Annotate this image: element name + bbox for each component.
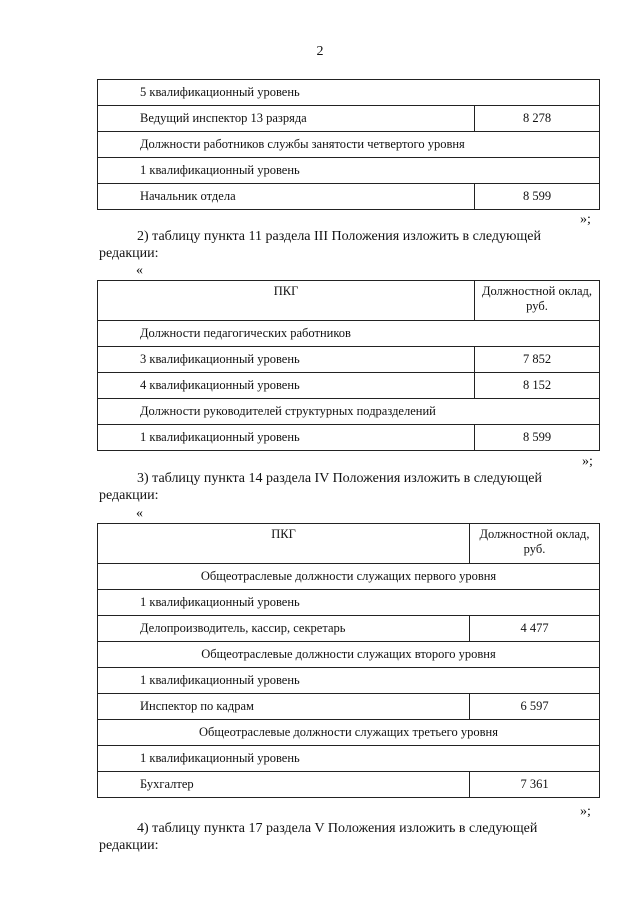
salary-value: 8 152 — [475, 373, 600, 399]
table-row — [98, 772, 600, 798]
paragraph-2: 2) таблицу пункта 11 раздела III Положения изложить в следующей редакции: — [99, 229, 541, 261]
group-label: 1 квалификационный уровень — [98, 590, 600, 616]
position-name: Начальник отдела — [98, 184, 475, 210]
opening-quote: « — [136, 263, 143, 278]
table-row — [98, 746, 600, 772]
table-row — [98, 132, 600, 158]
category-label: Общеотраслевые должности служащих первого уровня — [98, 564, 600, 590]
position-name: Инспектор по кадрам — [98, 694, 470, 720]
opening-quote: « — [136, 506, 143, 521]
header-pkg: ПКГ — [98, 524, 470, 564]
table-row — [98, 184, 600, 210]
table-row — [98, 106, 600, 132]
table-row — [98, 373, 600, 399]
salary-value: 7 852 — [475, 347, 600, 373]
salary-value: 6 597 — [470, 694, 600, 720]
table-row — [98, 158, 600, 184]
table-row — [98, 590, 600, 616]
salary-value: 4 477 — [470, 616, 600, 642]
table-header-row — [98, 524, 600, 564]
header-pkg: ПКГ — [98, 281, 475, 321]
table-2 — [97, 280, 600, 451]
position-name: 4 квалификационный уровень — [98, 373, 475, 399]
closing-quote: »; — [582, 454, 593, 469]
header-salary: Должностной оклад, руб. — [475, 281, 600, 321]
paragraph-3: 3) таблицу пункта 14 раздела IV Положения изложить в следующей редакции: — [99, 471, 542, 503]
table-row — [98, 399, 600, 425]
group-label: 1 квалификационный уровень — [98, 158, 600, 184]
header-salary: Должностной оклад, руб. — [470, 524, 600, 564]
table-row — [98, 80, 600, 106]
paragraph-4: 4) таблицу пункта 17 раздела V Положения изложить в следующей редакции: — [99, 821, 538, 853]
salary-value: 8 278 — [475, 106, 600, 132]
position-name: Ведущий инспектор 13 разряда — [98, 106, 475, 132]
table-row — [98, 642, 600, 668]
table-1 — [97, 79, 600, 210]
position-name: 1 квалификационный уровень — [98, 425, 475, 451]
closing-quote: »; — [580, 804, 591, 819]
group-label: 5 квалификационный уровень — [98, 80, 600, 106]
table-row — [98, 347, 600, 373]
position-name: Делопроизводитель, кассир, секретарь — [98, 616, 470, 642]
category-label: Общеотраслевые должности служащих третьего уровня — [98, 720, 600, 746]
group-label: Должности руководителей структурных подразделений — [98, 399, 600, 425]
salary-value: 7 361 — [470, 772, 600, 798]
table-row — [98, 321, 600, 347]
table-3 — [97, 523, 600, 798]
closing-quote: »; — [580, 212, 591, 227]
table-row — [98, 564, 600, 590]
table-row — [98, 616, 600, 642]
table-header-row — [98, 281, 600, 321]
table-row — [98, 668, 600, 694]
position-name: 3 квалификационный уровень — [98, 347, 475, 373]
position-name: Бухгалтер — [98, 772, 470, 798]
group-label: Должности работников службы занятости четвертого уровня — [98, 132, 600, 158]
salary-value: 8 599 — [475, 184, 600, 210]
salary-value: 8 599 — [475, 425, 600, 451]
table-row — [98, 694, 600, 720]
group-label: 1 квалификационный уровень — [98, 668, 600, 694]
table-row — [98, 425, 600, 451]
category-label: Общеотраслевые должности служащих второго уровня — [98, 642, 600, 668]
group-label: 1 квалификационный уровень — [98, 746, 600, 772]
group-label: Должности педагогических работников — [98, 321, 600, 347]
page-number: 2 — [316, 44, 324, 59]
table-row — [98, 720, 600, 746]
